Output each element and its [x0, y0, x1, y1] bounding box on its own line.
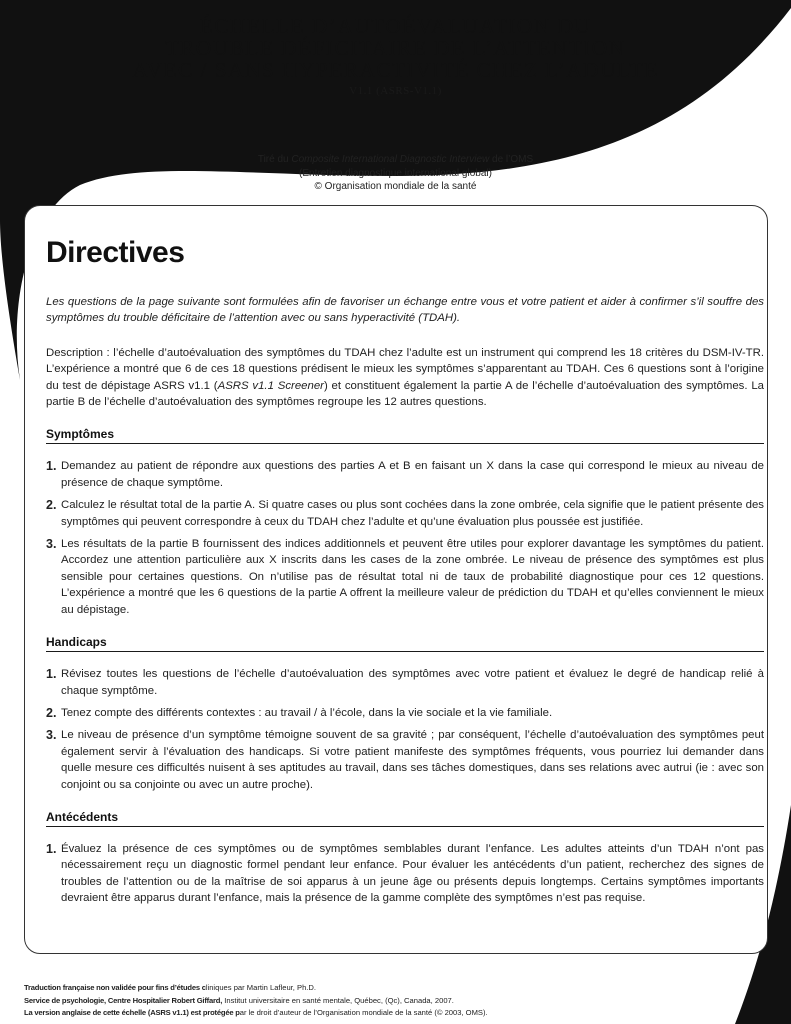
section-title-symptomes: Symptômes — [46, 427, 764, 444]
title-line-1: ÉCHELLE D’AUTOÉVALUATION DU — [199, 14, 592, 38]
source-suffix: de l’OMS — [489, 154, 534, 165]
section-title-handicaps: Handicaps — [46, 635, 764, 652]
footer-line-1 — [24, 982, 488, 995]
page-title: Directives — [46, 236, 185, 269]
footer-line-3-bold: La version anglaise de cette échelle (ASRS v1.1) est protégée p — [24, 1008, 240, 1017]
version-label: V1.1 (ASRS-V1.1) — [349, 85, 442, 97]
section-antecedents — [46, 810, 764, 907]
item-text: Évaluez la présence de ces symptômes ou de symptômes semblables durant l’enfance. Les adultes atteints d’un TDAH n’ont pas nécessairement reçu un diagnostic formel pendant leur enfance. Pour évaluer les antécédents d’un patient, recherchez des signes de troubles de l’attention ou de la maîtrise de soi apparus à un jeune âge ou présents depuis longtemps. Certains symptômes importants devraient être apparus durant l’enfance, mais la présence de la gamme complète des symptômes n’est pas requise. — [61, 842, 764, 905]
item-number: 3. — [46, 537, 57, 552]
source-attribution — [0, 153, 791, 194]
list-item — [46, 497, 764, 530]
list-item — [46, 727, 764, 793]
source-line-1 — [0, 153, 791, 167]
item-text: Le niveau de présence d’un symptôme témoigne souvent de sa gravité ; par conséquent, l’échelle d’autoévaluation des symptômes peut également servir à l’évaluation des handicaps. Si votre patient manifeste des symptômes fréquents, vous pourriez lui demander dans quelle mesure ces difficultés nuisent à ses aptitudes au travail, dans ses tâches domestiques, dans ses relations avec autrui (ie : avec son conjoint ou sa conjointe ou avec un autre proche). — [61, 729, 764, 791]
section-handicaps — [46, 635, 764, 793]
item-text: Révisez toutes les questions de l’échelle d’autoévaluation des symptômes avec votre patient et évaluez le degré de handicap relié à chaque symptôme. — [61, 668, 764, 697]
footer-line-3-text: ar le droit d’auteur de l’Organisation mondiale de la santé (© 2003, OMS). — [239, 1008, 488, 1017]
section-title-antecedents: Antécédents — [46, 810, 764, 827]
title-line-3: AVEC / SANS HYPERACTIVITÉ CHEZ L’ADULTE — [132, 58, 659, 82]
footer-line-2-bold: Service de psychologie, Centre Hospitalier Robert Giffard, — [24, 995, 223, 1005]
section-symptomes — [46, 427, 764, 618]
description-text-1: Description : l’échelle d’autoévaluation des symptômes du TDAH chez l’adulte est un instrument qui comprend les 18 critères du DSM-IV-TR. L’expérience a montré que 6 de ces 18 questions prédisent le mieux les symptômes s’apparentant au TDAH. Ces 6 questions sont à l’origine du test de dépistage ASRS v1.1 ( — [46, 346, 764, 392]
item-text: Les résultats de la partie B fournissent des indices additionnels et peuvent être utiles pour explorer davantage les symptômes du patient. Accordez une attention particulière aux X inscrits dans les cases de la zone ombrée. Le niveau de présence des symptômes est plus sensible pour certaines questions. On n’utilise pas de résultat total ni de taux de probabilité diagnostique pour ces 12 questions. L’expérience a montré que les 6 questions de la partie A offrent la meilleure valeur de prédiction du TDAH et qu’elles conviennent le mieux au dépistage. — [61, 538, 764, 616]
source-line-3: © Organisation mondiale de la santé — [314, 181, 477, 192]
item-text: Calculez le résultat total de la partie A. Si quatre cases ou plus sont cochées dans la zone ombrée, cela signifie que le patient présente des symptômes qui peuvent correspondre à ceux du TDAH chez l’adulte et qu’une évaluation plus poussée est justifiée. — [61, 499, 764, 528]
item-text: Tenez compte des différents contextes : au travail / à l’école, dans la vie sociale et la vie familiale. — [61, 706, 553, 719]
footer-line-1-bold: Traduction française non validée pour fins d’études c — [24, 983, 206, 992]
page-header — [0, 0, 791, 97]
item-number: 3. — [46, 728, 57, 743]
footer-credits — [24, 982, 488, 1020]
source-prefix: Tiré du — [257, 154, 292, 165]
title-line-2: TROUBLE DÉFICITAIRE DE L’ATTENTION — [165, 36, 626, 60]
footer-line-3 — [24, 1007, 488, 1020]
handicaps-list — [46, 666, 764, 793]
source-line-2: (Entretien diagnostique international global) — [299, 167, 492, 179]
antecedents-list — [46, 841, 764, 907]
description-text-2: ) et constituent également la partie A de l’échelle d’autoévaluation des symptômes. La partie B de l’échelle d’autoévaluation des symptômes regroupe les 12 autres questions. — [46, 379, 764, 409]
description-paragraph — [46, 345, 764, 411]
footer-line-1-text: liniques par Martin Lafleur, Ph.D. — [205, 983, 316, 992]
source-title: Composite International Diagnostic Interview — [291, 154, 490, 165]
item-number: 1. — [46, 841, 57, 856]
directives-content — [46, 236, 764, 907]
description-italic: ASRS v1.1 Screener — [217, 379, 324, 392]
footer-line-2 — [24, 995, 488, 1008]
list-item — [46, 666, 764, 699]
item-number: 1. — [46, 459, 57, 474]
item-number: 1. — [46, 667, 57, 682]
item-number: 2. — [46, 705, 57, 720]
item-text: Demandez au patient de répondre aux questions des parties A et B en faisant un X dans la case qui correspond le mieux au niveau de présence de chaque symptôme. — [61, 460, 764, 489]
footer-line-2-text: Institut universitaire en santé mentale, Québec, (Qc), Canada, 2007. — [222, 995, 454, 1005]
intro-paragraph: Les questions de la page suivante sont formulées afin de favoriser un échange entre vous et votre patient et aider à confirmer s’il souffre des symptômes du trouble déficitaire de l’attention avec ou sans hyperactivité (TDAH). — [46, 296, 764, 325]
list-item — [46, 458, 764, 491]
list-item — [46, 841, 764, 907]
list-item — [46, 705, 764, 721]
symptomes-list — [46, 458, 764, 618]
list-item — [46, 536, 764, 618]
item-number: 2. — [46, 498, 57, 513]
